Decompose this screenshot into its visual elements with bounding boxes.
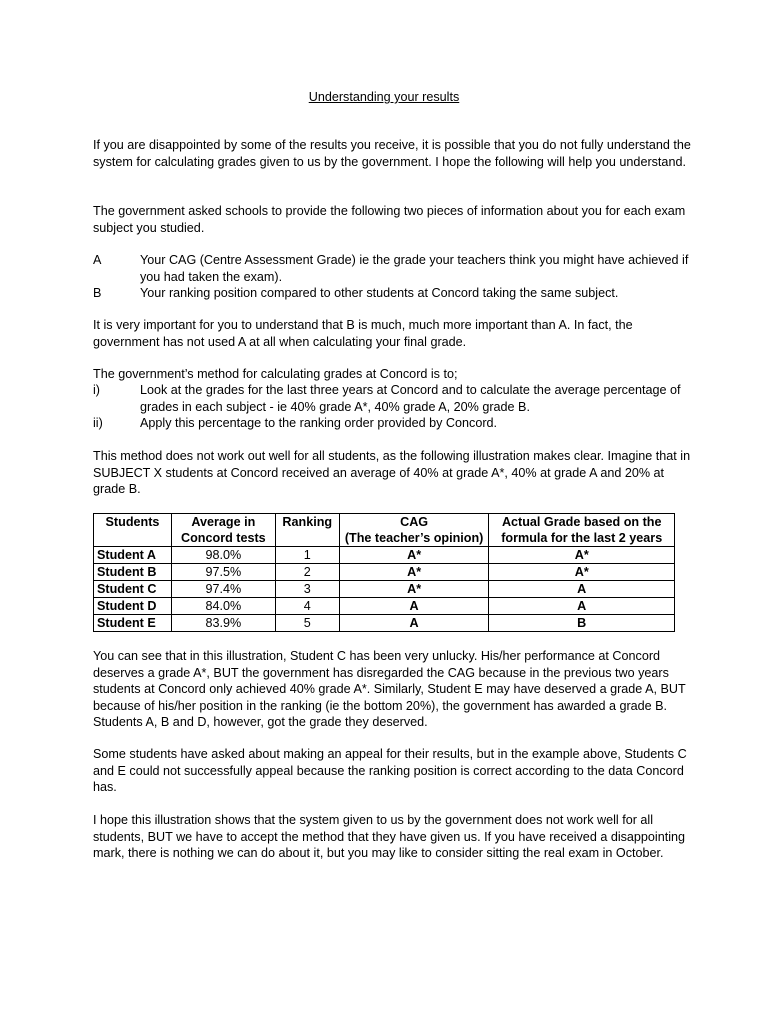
- average-cell: 98.0%: [171, 547, 275, 564]
- column-header-cag: CAG (The teacher’s opinion): [339, 514, 489, 547]
- cag-cell: A*: [339, 547, 489, 564]
- column-header-students: Students: [94, 514, 172, 547]
- student-cell: Student A: [94, 547, 172, 564]
- cag-cell: A*: [339, 564, 489, 581]
- information-list: [93, 252, 693, 302]
- cag-cell: A*: [339, 581, 489, 598]
- actual-grade-cell: A*: [489, 564, 675, 581]
- actual-grade-cell: A: [489, 581, 675, 598]
- list-item: [93, 382, 693, 415]
- table-header-row: [94, 514, 675, 547]
- list-marker: A: [93, 253, 102, 267]
- closing-paragraph: I hope this illustration shows that the system given to us by the government does not work well for all students, BUT we have to accept the method that they have given us. If you have received a disappointing mark, there is nothing we can do about it, but you may like to consider sitting the real exam in October.: [93, 813, 686, 860]
- method-list: [93, 382, 693, 432]
- table-row: [94, 581, 675, 598]
- ranking-cell: 3: [275, 581, 339, 598]
- average-cell: 83.9%: [171, 615, 275, 632]
- list-item-text: Look at the grades for the last three years at Concord and to calculate the average percentage of grades in each subject - ie 40% grade A*, 40% grade A, 20% grade B.: [140, 383, 681, 414]
- table-row: [94, 564, 675, 581]
- list-marker: ii): [93, 416, 103, 430]
- actual-grade-cell: A*: [489, 547, 675, 564]
- actual-grade-cell: A: [489, 598, 675, 615]
- method-intro-paragraph: The government’s method for calculating grades at Concord is to;: [93, 367, 458, 381]
- illustration-paragraph: This method does not work out well for all students, as the following illustration makes clear. Imagine that in SUBJECT X students at Concord received an average of 40% at grade A*, 40% at grade A and 20% at grade B.: [93, 449, 691, 496]
- importance-paragraph: It is very important for you to understand that B is much, much more important than A. In fact, the government has not used A at all when calculating your final grade.: [93, 318, 633, 349]
- list-item: [93, 285, 693, 302]
- table-row: [94, 615, 675, 632]
- student-cell: Student B: [94, 564, 172, 581]
- list-marker: B: [93, 286, 102, 300]
- document-title: Understanding your results: [308, 90, 460, 104]
- cag-cell: A: [339, 598, 489, 615]
- student-cell: Student E: [94, 615, 172, 632]
- table-row: [94, 598, 675, 615]
- ranking-cell: 4: [275, 598, 339, 615]
- list-item: [93, 415, 693, 432]
- column-header-average: Average in Concord tests: [171, 514, 275, 547]
- ranking-cell: 1: [275, 547, 339, 564]
- table-row: [94, 547, 675, 564]
- student-cell: Student C: [94, 581, 172, 598]
- list-marker: i): [93, 383, 100, 397]
- list-item-text: Apply this percentage to the ranking order provided by Concord.: [140, 416, 498, 430]
- list-item-text: Your ranking position compared to other students at Concord taking the same subject.: [140, 286, 619, 300]
- results-table: [93, 513, 675, 632]
- intro-paragraph: If you are disappointed by some of the results you receive, it is possible that you do not fully understand the system for calculating grades given to us by the government. I hope the following will help you understand.: [93, 138, 691, 169]
- list-item-text: Your CAG (Centre Assessment Grade) ie the grade your teachers think you might have achieved if you had taken the exam).: [140, 253, 689, 284]
- average-cell: 97.5%: [171, 564, 275, 581]
- cag-cell: A: [339, 615, 489, 632]
- average-cell: 84.0%: [171, 598, 275, 615]
- average-cell: 97.4%: [171, 581, 275, 598]
- column-header-ranking: Ranking: [275, 514, 339, 547]
- appeal-paragraph: Some students have asked about making an appeal for their results, but in the example above, Students C and E could not successfully appeal because the ranking position is correct according to the data Concord has.: [93, 747, 687, 794]
- actual-grade-cell: B: [489, 615, 675, 632]
- information-request-paragraph: The government asked schools to provide the following two pieces of information about you for each exam subject you studied.: [93, 204, 686, 235]
- list-item: [93, 252, 693, 285]
- analysis-paragraph: You can see that in this illustration, Student C has been very unlucky. His/her performance at Concord deserves a grade A*, BUT the government has disregarded the CAG because in the previous two years students at Concord only achieved 40% grade A*. Similarly, Student E may have deserved a grade A, BUT because of his/her position in the ranking (ie the bottom 20%), the government has awarded a grade B. Students A, B and D, however, got the grade they deserved.: [93, 649, 686, 729]
- column-header-actual-grade: Actual Grade based on the formula for the last 2 years: [489, 514, 675, 547]
- ranking-cell: 5: [275, 615, 339, 632]
- student-cell: Student D: [94, 598, 172, 615]
- ranking-cell: 2: [275, 564, 339, 581]
